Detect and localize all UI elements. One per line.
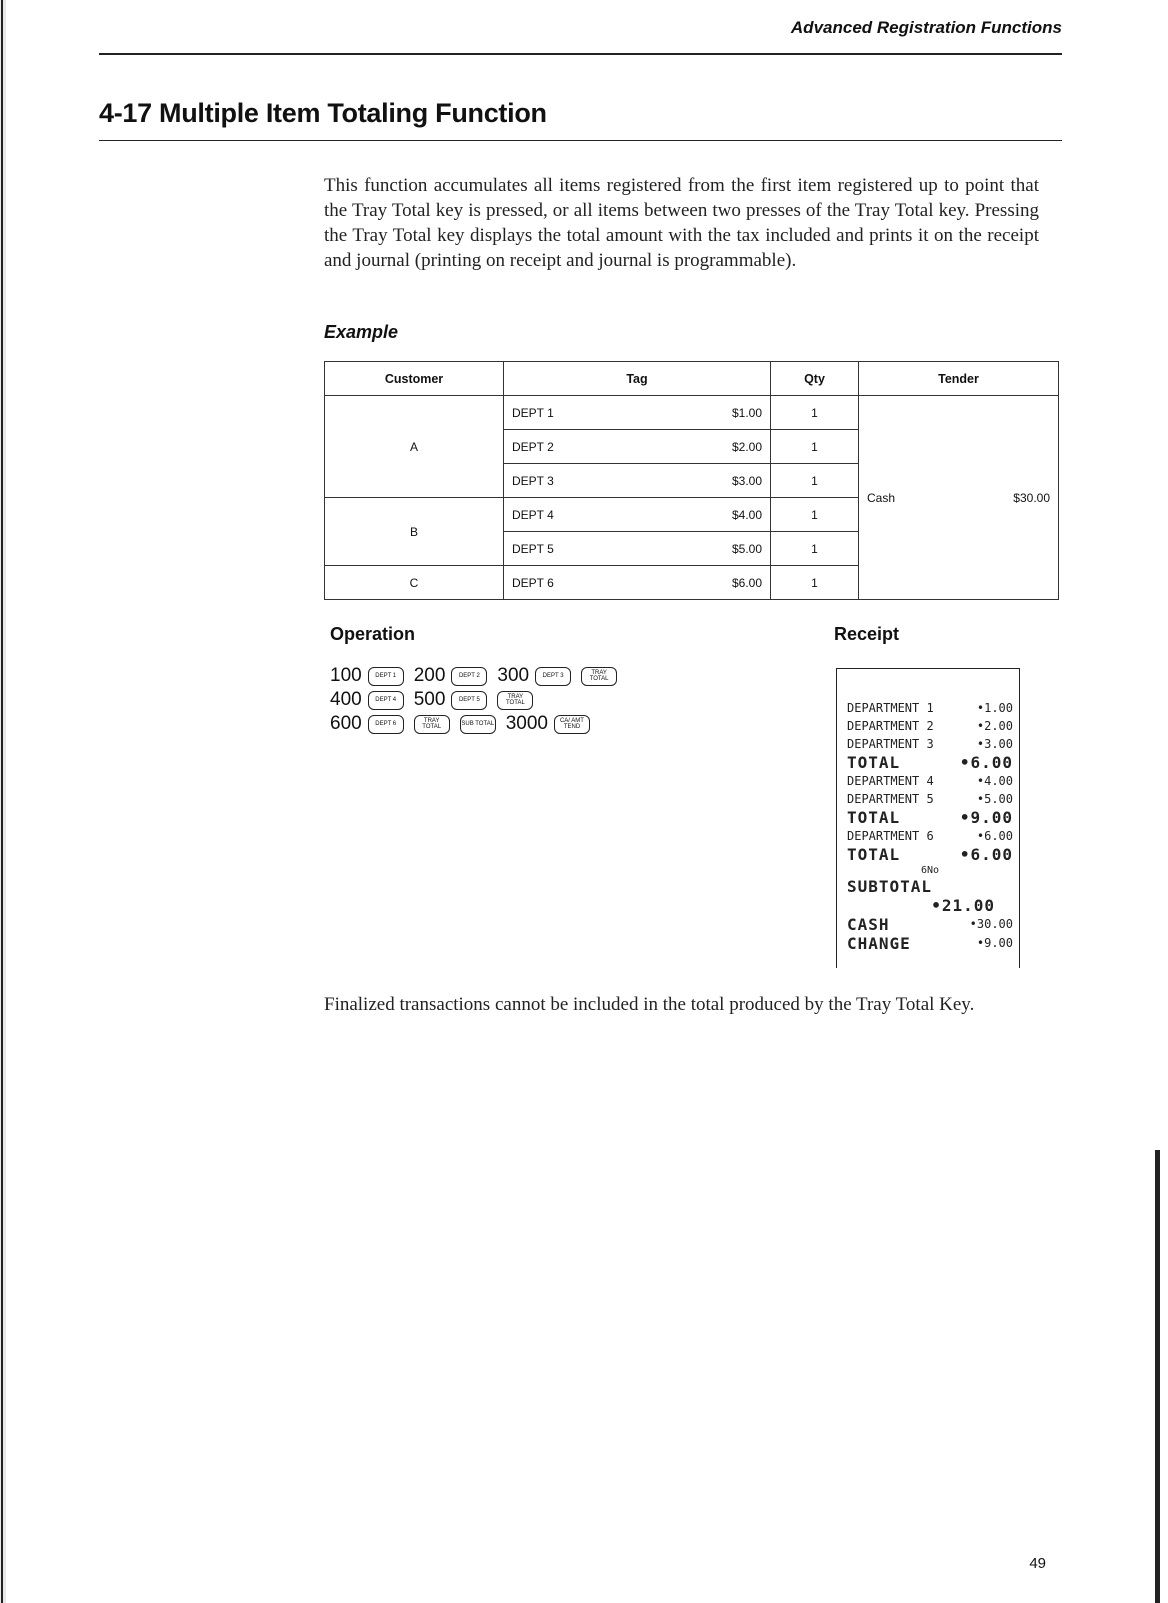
tag-cell	[504, 566, 771, 600]
receipt-line	[837, 790, 1019, 808]
receipt-amount: •5.00	[976, 792, 1013, 806]
customer-c: C	[325, 566, 504, 600]
page-right-edge	[1155, 1150, 1160, 1603]
header-rule	[99, 53, 1062, 55]
operation-line	[330, 664, 627, 688]
receipt-item: CHANGE	[847, 934, 911, 953]
dept1-key: DEPT 1	[368, 667, 404, 686]
receipt-amount: •9.00	[976, 936, 1013, 950]
page-left-edge	[0, 0, 6, 1603]
receipt-total-line	[837, 753, 1019, 772]
title-rule	[99, 140, 1062, 141]
tray-total-key: TRAY TOTAL	[414, 715, 450, 734]
dept-price: $4.00	[731, 507, 762, 522]
intro-paragraph: This function accumulates all items registered from the first item registered up to point that the Tray Total key is pressed, or all items between two presses of the Tray Total key. Pressing the Tray Total key displays the total amount with the tax included and prints it on the receipt and journal (printing on receipt and journal is programmable).	[324, 175, 1039, 271]
receipt-amount: •6.00	[959, 845, 1013, 864]
dept-label: DEPT 6	[512, 575, 554, 590]
tender-amount: $30.00	[1013, 490, 1050, 505]
entry-number: 3000	[505, 713, 548, 734]
receipt-subtotal-amount	[837, 896, 1019, 915]
receipt-amount: •2.00	[976, 719, 1013, 733]
receipt-amount: •30.00	[969, 917, 1013, 931]
customer-b: B	[325, 498, 504, 566]
receipt-label: Receipt	[834, 624, 900, 644]
tender-cell	[859, 396, 1059, 600]
receipt-line	[837, 827, 1019, 845]
receipt-line	[837, 717, 1019, 735]
header-customer: Customer	[325, 362, 504, 396]
receipt-item: TOTAL	[847, 845, 901, 864]
receipt-line	[837, 772, 1019, 790]
dept-label: DEPT 2	[512, 439, 554, 454]
receipt-item: TOTAL	[847, 753, 901, 772]
entry-number: 200	[413, 665, 446, 686]
cash-amount-tendered-key: CA/ AMT TEND	[554, 715, 590, 734]
receipt-line	[837, 934, 1019, 953]
tag-cell	[504, 498, 771, 532]
dept-label: DEPT 1	[512, 405, 554, 420]
receipt-amount: •1.00	[976, 701, 1013, 715]
qty-cell: 1	[771, 566, 859, 600]
entry-number: 100	[330, 665, 362, 686]
header-qty: Qty	[771, 362, 859, 396]
receipt-amount: •6.00	[959, 753, 1013, 772]
dept6-key: DEPT 6	[368, 715, 404, 734]
entry-number: 300	[497, 665, 530, 686]
table-header-row	[325, 362, 1059, 396]
receipt-item: DEPARTMENT 1	[847, 701, 934, 715]
receipt-line	[837, 915, 1019, 934]
receipt-subtotal-label	[837, 877, 1019, 896]
dept5-key: DEPT 5	[451, 691, 487, 710]
dept-label: DEPT 5	[512, 541, 554, 556]
tag-cell	[504, 532, 771, 566]
running-head: Advanced Registration Functions	[790, 18, 1062, 37]
entry-number: 500	[413, 689, 446, 710]
example-label: Example	[324, 322, 399, 342]
header-tender: Tender	[859, 362, 1059, 396]
page-number: 49	[1029, 1555, 1046, 1572]
operation-line	[330, 712, 627, 736]
tag-cell	[504, 396, 771, 430]
receipt-item-count	[837, 864, 1019, 877]
receipt-amount: •6.00	[976, 829, 1013, 843]
entry-number: 600	[330, 713, 362, 734]
dept-price: $5.00	[731, 541, 762, 556]
receipt-amount: •4.00	[976, 774, 1013, 788]
tag-cell	[504, 464, 771, 498]
receipt-total-line	[837, 808, 1019, 827]
dept3-key: DEPT 3	[535, 667, 571, 686]
dept4-key: DEPT 4	[368, 691, 404, 710]
receipt-amount: •21.00	[931, 896, 995, 915]
customer-a: A	[325, 396, 504, 498]
dept-price: $1.00	[731, 405, 762, 420]
qty-cell: 1	[771, 396, 859, 430]
section-title: 4-17 Multiple Item Totaling Function	[99, 98, 547, 128]
receipt-amount: •3.00	[976, 737, 1013, 751]
receipt-item: 6No	[920, 865, 940, 876]
header-tag: Tag	[504, 362, 771, 396]
operation-label: Operation	[330, 624, 416, 644]
dept-price: $3.00	[731, 473, 762, 488]
note-paragraph: Finalized transactions cannot be included in the total produced by the Tray Total Key.	[324, 994, 975, 1015]
dept-price: $6.00	[731, 575, 762, 590]
operation-line	[330, 688, 627, 712]
receipt-item: SUBTOTAL	[847, 877, 933, 896]
receipt-line	[837, 735, 1019, 753]
receipt-item: DEPARTMENT 4	[847, 774, 934, 788]
receipt-item: DEPARTMENT 5	[847, 792, 934, 806]
qty-cell: 1	[771, 464, 859, 498]
receipt-item: CASH	[847, 915, 890, 934]
entry-number: 400	[330, 689, 362, 710]
table-row	[325, 396, 1059, 430]
tray-total-key: TRAY TOTAL	[581, 667, 617, 686]
dept-label: DEPT 4	[512, 507, 554, 522]
tender-method: Cash	[867, 490, 896, 505]
dept2-key: DEPT 2	[451, 667, 487, 686]
receipt-total-line	[837, 845, 1019, 864]
example-table	[324, 361, 1059, 600]
receipt-item: TOTAL	[847, 808, 901, 827]
tray-total-key: TRAY TOTAL	[497, 691, 533, 710]
receipt-item: DEPARTMENT 2	[847, 719, 934, 733]
qty-cell: 1	[771, 498, 859, 532]
operation-sequence	[330, 664, 627, 736]
receipt-amount: •9.00	[959, 808, 1013, 827]
dept-label: DEPT 3	[512, 473, 554, 488]
dept-price: $2.00	[731, 439, 762, 454]
receipt-item: DEPARTMENT 3	[847, 737, 934, 751]
subtotal-key: SUB TOTAL	[460, 715, 496, 734]
tag-cell	[504, 430, 771, 464]
receipt-line	[837, 699, 1019, 717]
qty-cell: 1	[771, 430, 859, 464]
receipt-item: DEPARTMENT 6	[847, 829, 934, 843]
qty-cell: 1	[771, 532, 859, 566]
receipt	[836, 668, 1020, 968]
